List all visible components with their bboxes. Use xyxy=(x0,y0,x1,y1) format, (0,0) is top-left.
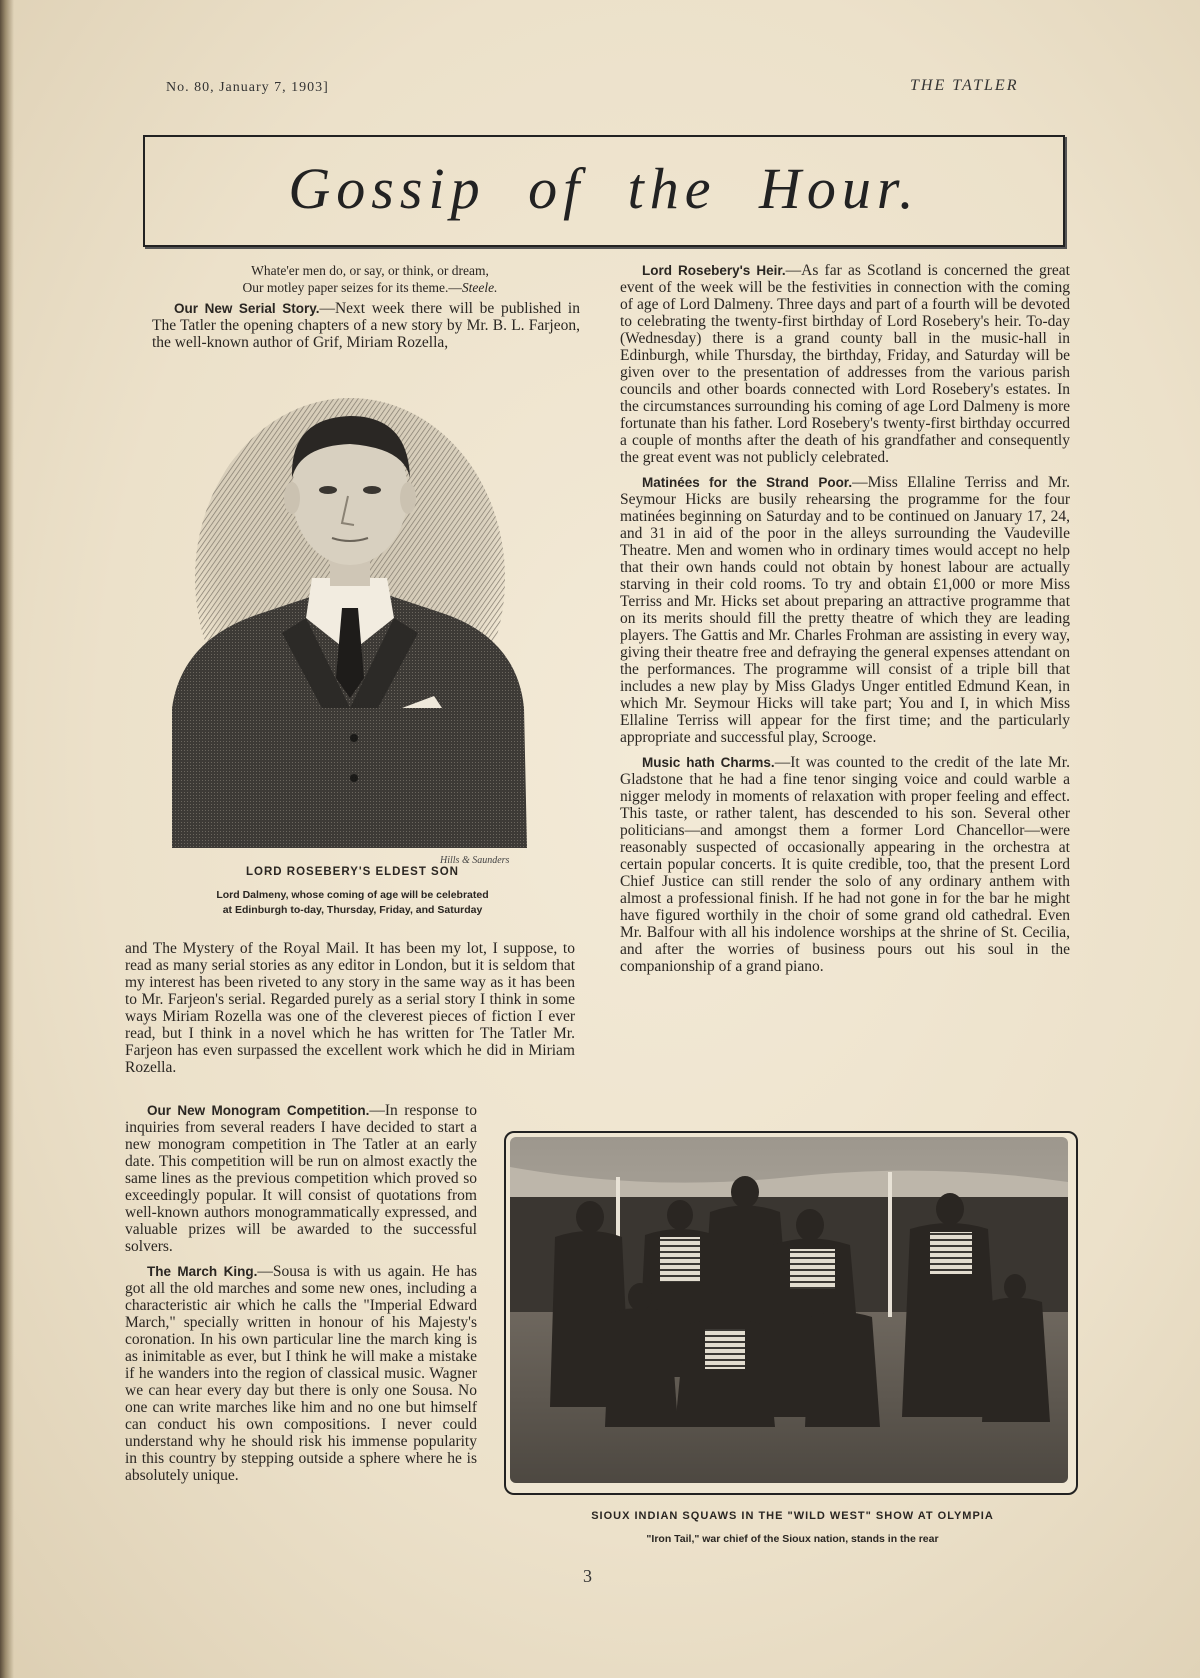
paragraph-serial-continued: and The Mystery of the Royal Mail. It has been my lot, I suppose, to read as many serial stories as any editor in London, but it is seldom that my interest has been riveted to any story in the same way as it has been to Mr. Farjeon's serial. Regarded purely as a serial story I think in some ways Miriam Rozella was one of the cleverest pieces of fiction I ever read, but I think in a novel which he has written for The Tatler Mr. Farjeon has even surpassed the excellent work which he did in Miriam Rozella. xyxy=(125,940,575,1076)
photo-caption: SIOUX INDIAN SQUAWS IN THE "WILD WEST" SHOW AT OLYMPIA xyxy=(591,1510,994,1522)
epigraph-author: Steele. xyxy=(461,280,498,295)
portrait-subcaption xyxy=(160,888,545,918)
matinees-text: —Miss Ellaline Terriss and Mr. Seymour Hicks are busily rehearsing the programme for the four matinées beginning on Saturday and to be continued on January 17, 24, and 31 in aid of the poor in the alleys surrounding the Vaudeville Theatre. Men and women who in ordinary times would accept no help that their own hands could not obtain by honest labour are actually starving in their cold rooms. To try and obtain £1,000 or more Miss Terriss and Mr. Hicks set about preparing an attractive programme that on its merits should fill the pretty theatre of which they are leading players. The Gattis and Mr. Charles Frohman are assisting in every way, giving their theatre free and defraying the general expenses attendant on the performances. The programme will consist of a triple bill that includes a new play by Miss Gladys Unger entitled Edmund Kean, in which Mr. Seymour Hicks will take part; You and I, in which Miss Ellaline Terriss will appear for the first time; and the particularly appropriate and successful play, Scrooge. xyxy=(620,474,1070,746)
epigraph-line-2: Our motley paper seizes for its theme.—Steele. xyxy=(242,280,498,295)
music-text: —It was counted to the credit of the late Mr. Gladstone that he had a fine tenor singing voice and could warble a nigger melody in moments of relaxation with proper feeling and effect. This taste, or rather talent, has descended to his son. Several other politicians—and amongst them a former Lord Chancellor—were reasonably suspected of occasionally appearing in the orchestra at certain popular concerts. It is quite credible, too, that the present Lord Chief Justice can still render the solo of any ordinary anthem with almost a professional finish. If he had not gone in for the bar he might have figured worthily in the choir of some grand old cathedral. Even Mr. Balfour with all his indolence worships at the shrine of St. Cecilia, and after the worries of business pours out his soul in the companionship of a grand piano. xyxy=(620,754,1070,975)
paragraph-monogram xyxy=(125,1102,477,1255)
photo-subcaption: "Iron Tail," war chief of the Sioux nation, stands in the rear xyxy=(646,1533,939,1545)
heir-lead: Lord Rosebery's Heir. xyxy=(642,263,786,278)
page-title: Gossip of the Hour. xyxy=(288,156,920,221)
right-column xyxy=(620,262,1070,983)
epigraph-line-1: Whate'er men do, or say, or think, or dream, xyxy=(251,263,489,278)
march-text: —Sousa is with us again. He has got all the old marches and some new ones, including a characteristic air which he calls the "Imperial Edward March," specially written in honour of his Majesty's coronation. In his own particular line the march king is as inimitable as ever, but I think he will make a mistake if he wanders into the region of classical music. Wagner we can hear every day but there is only one Sousa. No one can write marches like him and no one but himself can conduct his own compositions. I never could understand why he should risk his immense popularity in this country by stepping outside a sphere where he is absolutely unique. xyxy=(125,1263,477,1484)
portrait-subcaption-line-1: Lord Dalmeny, whose coming of age will be celebrated xyxy=(216,889,489,901)
monogram-lead: Our New Monogram Competition. xyxy=(147,1103,370,1118)
march-lead: The March King. xyxy=(147,1264,258,1279)
issue-header: No. 80, January 7, 1903] xyxy=(166,80,329,95)
matinees-lead: Matinées for the Strand Poor. xyxy=(642,475,853,490)
group-photo xyxy=(510,1137,1068,1483)
epigraph xyxy=(160,262,580,296)
portrait-image xyxy=(172,378,527,848)
portrait-subcaption-line-2: at Edinburgh to-day, Thursday, Friday, and Saturday xyxy=(222,904,483,916)
left-column-continuation xyxy=(125,940,575,1084)
paragraph-music xyxy=(620,754,1070,975)
page-number: 3 xyxy=(583,1566,592,1586)
left-column-bottom xyxy=(125,1102,477,1492)
paragraph-march-king xyxy=(125,1263,477,1484)
paragraph-matinees xyxy=(620,474,1070,746)
magazine-header: THE TATLER xyxy=(910,77,1019,94)
music-lead: Music hath Charms. xyxy=(642,755,775,770)
heir-text: —As far as Scotland is concerned the great event of the week will be the festivities in connection with the coming of age of Lord Dalmeny. Three days and part of a fourth will be devoted to celebrating the twenty-first birthday of Lord Rosebery's heir. To-day (Wednesday) there is a grand county ball in the music-hall in Edinburgh, while Thursday, the birthday, Friday, and Saturday will be given over to the presentation of addresses from the various parish councils and other boards connected with Lord Rosebery's estates. In the circumstances surrounding his coming of age Lord Dalmeny is more fortunate than his father. Lord Rosebery's twenty-first birthday occurred a couple of months after the death of his grandfather and consequently the great event was not publicly celebrated. xyxy=(620,262,1070,466)
paragraph-heir xyxy=(620,262,1070,466)
monogram-text: —In response to inquiries from several readers I have decided to start a new monogram competition in The Tatler at an early date. This competition will be run on almost exactly the same lines as the previous competition which proved so exceedingly popular. It will consist of quotations from well-known authors monogrammatically expressed, and valuable prizes will be awarded to the successful solvers. xyxy=(125,1102,477,1255)
title-box xyxy=(143,135,1065,247)
portrait-credit: Hills & Saunders xyxy=(440,855,510,866)
paragraph-serial xyxy=(152,300,580,351)
serial-lead: Our New Serial Story. xyxy=(174,301,320,316)
binding-edge xyxy=(0,0,14,1678)
left-column-top xyxy=(152,300,580,359)
portrait-caption: LORD ROSEBERY'S ELDEST SON xyxy=(246,866,459,878)
serial-text: —Next week there will be published in The Tatler the opening chapters of a new story by Mr. B. L. Farjeon, the well-known author of Grif, Miriam Rozella, xyxy=(152,300,580,351)
